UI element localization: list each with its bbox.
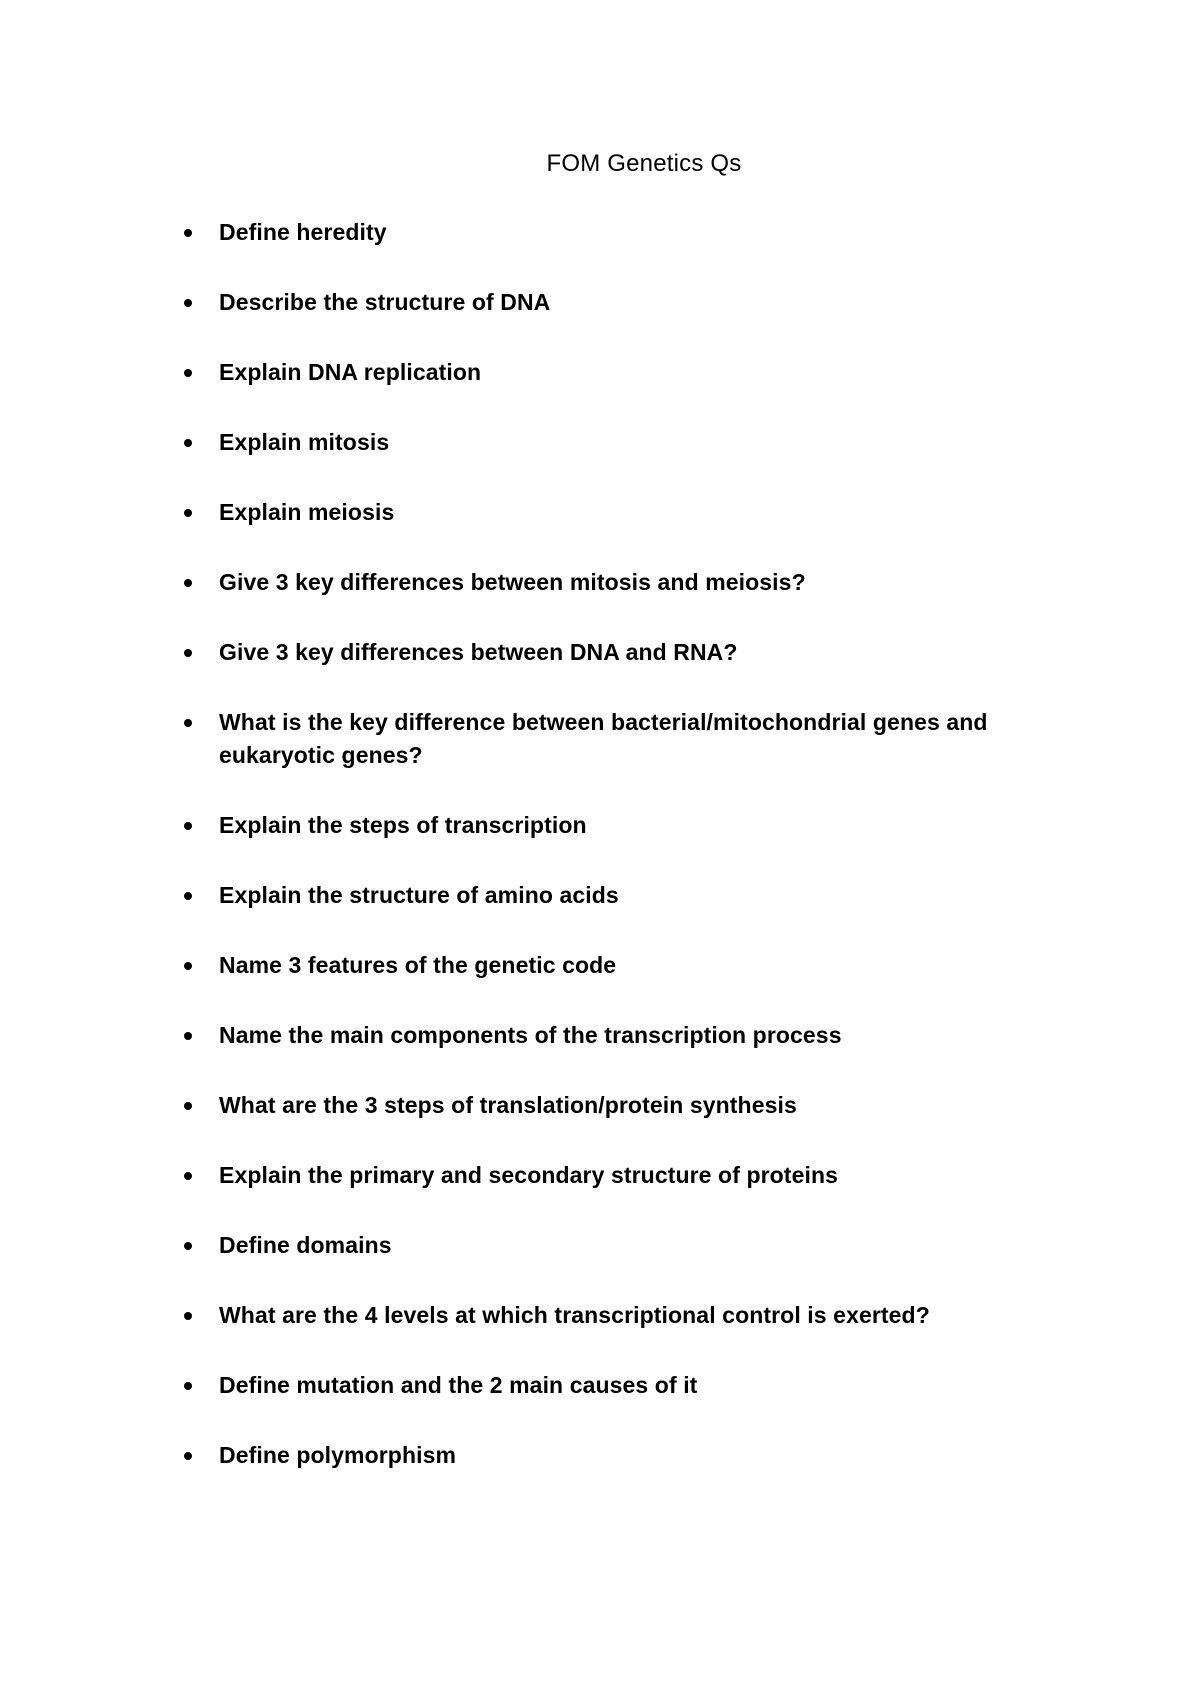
bullet-icon: [184, 1172, 192, 1180]
question-item: [0, 1439, 1200, 1472]
question-item: [0, 1019, 1200, 1052]
question-item: [0, 496, 1200, 529]
question-text: Define polymorphism: [219, 1442, 457, 1468]
question-item: [0, 809, 1200, 842]
bullet-icon: [184, 229, 192, 237]
question-text: Name the main components of the transcription process: [219, 1022, 842, 1048]
bullet-icon: [184, 1382, 192, 1390]
question-item: [0, 286, 1200, 319]
bullet-icon: [184, 1312, 192, 1320]
question-item: [0, 426, 1200, 459]
question-text: Explain mitosis: [219, 429, 390, 455]
question-text: Explain the steps of transcription: [219, 812, 587, 838]
bullet-icon: [184, 892, 192, 900]
question-item: [0, 636, 1200, 669]
bullet-icon: [184, 1102, 192, 1110]
question-item: [0, 1229, 1200, 1262]
question-text: Describe the structure of DNA: [219, 289, 551, 315]
question-text: Define heredity: [219, 219, 387, 245]
document-title: FOM Genetics Qs: [546, 150, 742, 177]
bullet-icon: [184, 822, 192, 830]
question-text: Give 3 key differences between mitosis and meiosis?: [219, 569, 806, 595]
question-item: [0, 1089, 1200, 1122]
bullet-icon: [184, 719, 192, 727]
bullet-icon: [184, 509, 192, 517]
question-text: Explain meiosis: [219, 499, 395, 525]
bullet-icon: [184, 1032, 192, 1040]
question-text: What is the key difference between bacterial/mitochondrial genes and eukaryotic genes?: [219, 709, 988, 768]
bullet-icon: [184, 369, 192, 377]
bullet-icon: [184, 1452, 192, 1460]
question-item: [0, 566, 1200, 599]
bullet-icon: [184, 962, 192, 970]
bullet-icon: [184, 299, 192, 307]
question-item: [0, 1299, 1200, 1332]
bullet-icon: [184, 579, 192, 587]
question-text: Explain the primary and secondary structure of proteins: [219, 1162, 838, 1188]
bullet-icon: [184, 649, 192, 657]
question-item: [0, 1159, 1200, 1192]
question-item: [0, 1369, 1200, 1402]
question-text: Define mutation and the 2 main causes of it: [219, 1372, 698, 1398]
bullet-icon: [184, 439, 192, 447]
question-item: [0, 879, 1200, 912]
question-item: [0, 356, 1200, 389]
question-text: Name 3 features of the genetic code: [219, 952, 617, 978]
question-text: Give 3 key differences between DNA and RNA?: [219, 639, 738, 665]
bullet-icon: [184, 1242, 192, 1250]
question-item: [0, 949, 1200, 982]
question-item: [0, 706, 1200, 772]
question-list: [0, 216, 1200, 1509]
question-item: [0, 216, 1200, 249]
question-text: Define domains: [219, 1232, 392, 1258]
question-text: What are the 3 steps of translation/protein synthesis: [219, 1092, 797, 1118]
question-text: Explain the structure of amino acids: [219, 882, 619, 908]
question-text: What are the 4 levels at which transcriptional control is exerted?: [219, 1302, 930, 1328]
question-text: Explain DNA replication: [219, 359, 482, 385]
